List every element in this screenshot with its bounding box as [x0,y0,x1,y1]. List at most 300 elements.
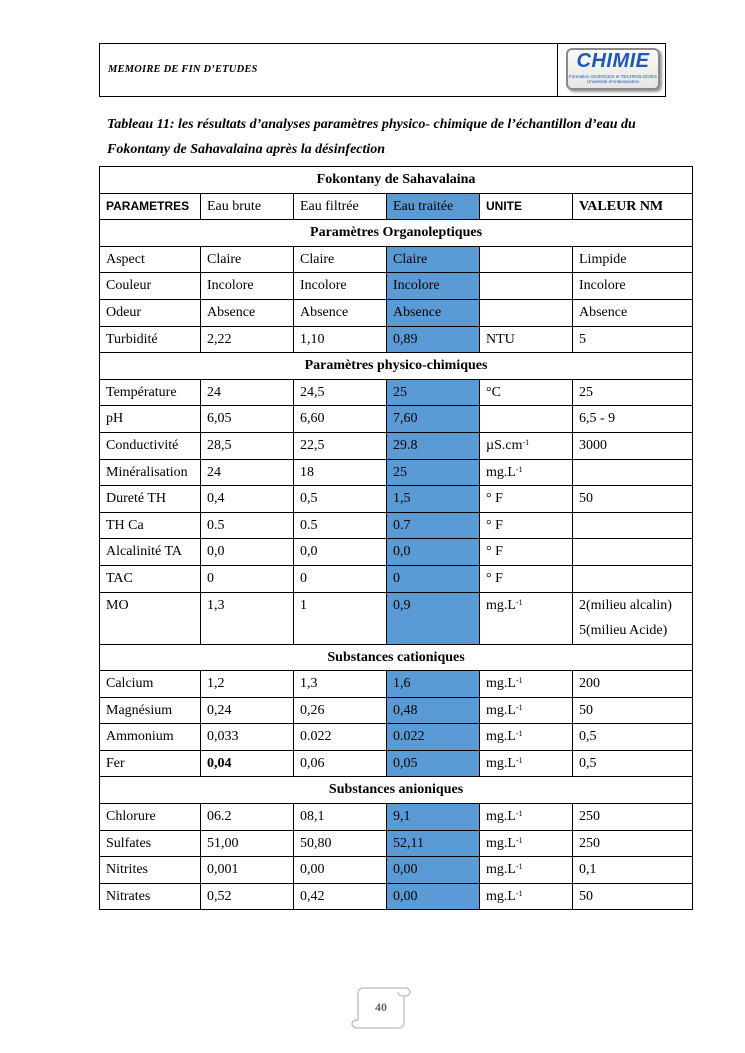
cell-eau-brute [201,273,294,300]
cell-valeur-nm [573,857,693,884]
cell-text: mg.L [486,702,516,718]
cell-eau-brute [201,486,294,513]
unit-exponent: -1 [515,676,523,686]
cell-eau-filtree [294,592,387,644]
page-number: 40 [375,1000,387,1014]
cell-valeur-nm [573,326,693,353]
cell-eau-traitee [387,326,480,353]
cell-eau-filtree [294,724,387,751]
cell-text: mg.L [486,729,516,745]
cell-text: 0,26 [300,702,325,718]
cell-eau-brute [201,406,294,433]
cell-text: 24 [207,384,221,400]
table-row-chlorure [100,804,693,831]
section-row-anion [100,777,693,804]
cell-eau-traitee [387,299,480,326]
cell-eau-brute [201,539,294,566]
cell-eau-filtree [294,565,387,592]
col-header-eau-filtree: Eau filtrée [294,193,387,220]
cell-unite [480,459,573,486]
cell-text: mg.L [486,676,516,692]
cell-text: 0.022 [300,729,332,745]
cell-parametre [100,883,201,910]
cell-text: 7,60 [393,411,418,427]
cell-text: 0 [393,570,400,586]
cell-valeur-nm [573,539,693,566]
cell-text: Absence [393,304,442,320]
cell-eau-traitee [387,830,480,857]
cell-text: Fer [106,755,125,771]
cell-text: Minéralisation [106,464,188,480]
cell-text: °C [486,384,501,400]
cell-text: Incolore [579,278,626,294]
cell-unite [480,326,573,353]
cell-eau-traitee [387,750,480,777]
cell-text: 1,6 [393,676,411,692]
cell-parametre [100,459,201,486]
cell-text: 0,9 [393,597,411,613]
cell-valeur-nm [573,459,693,486]
cell-text: 1,3 [207,597,225,613]
section-title: Paramètres physico-chimiques [100,353,693,380]
cell-eau-traitee [387,432,480,459]
logo-subtitle [568,74,658,84]
chimie-logo [557,43,665,97]
cell-eau-brute [201,697,294,724]
cell-text: mg.L [486,888,516,904]
cell-text: 0,48 [393,702,418,718]
cell-text: 2(milieu alcalin) [579,597,672,613]
table-row-turbidite [100,326,693,353]
cell-text: Ammonium [106,729,174,745]
cell-valeur-nm [573,379,693,406]
unit-exponent: -1 [515,755,523,765]
cell-eau-brute [201,299,294,326]
cell-valeur-nm [573,432,693,459]
cell-text: 0,52 [207,888,232,904]
results-table [99,166,693,910]
unit-exponent: -1 [515,835,523,845]
cell-text: Incolore [207,278,254,294]
cell-text: 200 [579,676,600,692]
cell-text: 25 [579,384,593,400]
unit-exponent: -1 [515,729,523,739]
cell-eau-filtree [294,299,387,326]
cell-text: 250 [579,835,600,851]
cell-parametre [100,750,201,777]
cell-unite [480,883,573,910]
cell-text: 0,5 [579,755,597,771]
cell-text: ° F [486,570,503,586]
cell-parametre [100,539,201,566]
col-header-eau-traitee: Eau traitée [387,193,480,220]
cell-unite [480,539,573,566]
cell-unite [480,432,573,459]
cell-valeur-nm [573,830,693,857]
cell-text: Limpide [579,251,627,267]
table-row-tac [100,565,693,592]
cell-text: 06.2 [207,809,232,825]
cell-text: mg.L [486,464,516,480]
cell-parametre [100,326,201,353]
cell-parametre [100,273,201,300]
table-row-durete [100,486,693,513]
page-number-scroll [348,986,414,1030]
cell-eau-traitee [387,592,480,644]
cell-unite [480,750,573,777]
table-row-calcium [100,671,693,698]
cell-eau-filtree [294,671,387,698]
cell-text: pH [106,411,124,427]
cell-unite [480,512,573,539]
cell-eau-traitee [387,486,480,513]
logo-badge [566,48,660,90]
cell-eau-traitee [387,857,480,884]
cell-text: 0,5 [300,491,318,507]
cell-eau-brute [201,804,294,831]
cell-text: 0 [300,570,307,586]
cell-text: Couleur [106,278,152,294]
cell-text: Conductivité [106,437,179,453]
cell-text: Absence [300,304,349,320]
cell-valeur-nm [573,273,693,300]
table-row-magnesium [100,697,693,724]
cell-text: 22,5 [300,437,325,453]
logo-line2: Université d'Antananarivo [586,79,640,84]
table-title-row [100,167,693,194]
cell-text: 52,11 [393,835,424,851]
cell-eau-traitee [387,512,480,539]
cell-unite [480,724,573,751]
cell-eau-brute [201,830,294,857]
cell-text: ° F [486,491,503,507]
cell-valeur-nm [573,592,693,644]
cell-eau-filtree [294,432,387,459]
cell-text: 250 [579,809,600,825]
cell-text: Incolore [393,278,440,294]
cell-text: Turbidité [106,331,158,347]
cell-text: 0,033 [207,729,239,745]
cell-text: 50 [579,702,593,718]
col-header-valeur-nm: VALEUR NM [573,193,693,220]
cell-text: Température [106,384,177,400]
cell-eau-filtree [294,539,387,566]
cell-eau-filtree [294,830,387,857]
cell-eau-filtree [294,804,387,831]
cell-parametre [100,857,201,884]
cell-text: TAC [106,570,133,586]
cell-eau-brute [201,750,294,777]
cell-unite [480,830,573,857]
cell-text: MO [106,597,129,613]
cell-text: 25 [393,384,407,400]
table-row-nitrites [100,857,693,884]
cell-text: 50,80 [300,835,332,851]
table-row-alcalinite [100,539,693,566]
table-caption: Tableau 11: les résultats d’analyses paramètres physico- chimique de l’échantillon d’eau du Fokontany de Sahavalaina après la désinfection [107,117,636,157]
cell-text: 18 [300,464,314,480]
cell-valeur-nm [573,299,693,326]
cell-parametre [100,830,201,857]
cell-parametre [100,512,201,539]
table-row-mo [100,592,693,644]
cell-text: Chlorure [106,809,156,825]
cell-text: 0,89 [393,331,418,347]
cell-text: 25 [393,464,407,480]
cell-text: 1 [300,597,307,613]
cell-text: Magnésium [106,702,173,718]
cell-parametre [100,486,201,513]
cell-eau-filtree [294,512,387,539]
page-header [99,43,666,97]
cell-eau-traitee [387,883,480,910]
cell-text-line2: 5(milieu Acide) [579,622,668,638]
unit-exponent: -1 [515,464,523,474]
cell-parametre [100,406,201,433]
cell-text: Odeur [106,304,141,320]
cell-text: 0,06 [300,755,325,771]
unit-exponent: -1 [515,809,523,819]
logo-word: CHIMIE [576,50,650,72]
cell-eau-brute [201,883,294,910]
table-row-mineralisation [100,459,693,486]
cell-text: 1,2 [207,676,225,692]
cell-unite [480,565,573,592]
section-title: Substances anioniques [100,777,693,804]
cell-text: NTU [486,331,515,347]
table-row-conductivite [100,432,693,459]
cell-eau-brute [201,724,294,751]
logo-line1: Formation SCIENCES et TECHNOLOGIES [568,74,658,79]
cell-text: Sulfates [106,835,152,851]
cell-text: 0,4 [207,491,225,507]
cell-text: Absence [579,304,628,320]
cell-text: 29.8 [393,437,418,453]
table-row-ammonium [100,724,693,751]
cell-unite [480,671,573,698]
cell-unite [480,804,573,831]
col-header-eau-brute: Eau brute [201,193,294,220]
cell-valeur-nm [573,671,693,698]
unit-exponent: -1 [515,597,523,607]
column-header-row [100,193,693,220]
cell-text: 0,00 [393,888,418,904]
table-row-sulfates [100,830,693,857]
cell-valeur-nm [573,883,693,910]
cell-text: 9,1 [393,809,411,825]
cell-text: 0,0 [300,544,318,560]
section-row-organo [100,220,693,247]
cell-text: 6,5 - 9 [579,411,616,427]
cell-valeur-nm [573,246,693,273]
table-row-nitrates [100,883,693,910]
cell-eau-brute [201,326,294,353]
cell-text: mg.L [486,597,516,613]
cell-eau-traitee [387,565,480,592]
cell-eau-traitee [387,406,480,433]
cell-eau-traitee [387,804,480,831]
cell-text: Claire [207,251,242,267]
cell-unite [480,697,573,724]
cell-unite [480,406,573,433]
cell-parametre [100,671,201,698]
cell-text: mg.L [486,809,516,825]
cell-eau-brute [201,512,294,539]
col-header-unite: UNITE [480,193,573,220]
cell-valeur-nm [573,406,693,433]
section-row-physchem [100,353,693,380]
table-row-aspect [100,246,693,273]
cell-text: 0,0 [393,544,411,560]
cell-parametre [100,379,201,406]
cell-eau-filtree [294,459,387,486]
cell-text: Nitrites [106,862,148,878]
cell-text: ° F [486,544,503,560]
cell-text: 24,5 [300,384,325,400]
cell-eau-brute [201,459,294,486]
cell-text: 0,1 [579,862,597,878]
cell-text: 0.7 [393,517,411,533]
cell-eau-filtree [294,379,387,406]
cell-eau-traitee [387,539,480,566]
table-row-odeur [100,299,693,326]
cell-text: Dureté TH [106,491,166,507]
cell-text: 50 [579,491,593,507]
cell-parametre [100,565,201,592]
cell-text: 24 [207,464,221,480]
cell-text: 1,10 [300,331,325,347]
cell-parametre [100,592,201,644]
cell-text: 0,5 [579,729,597,745]
cell-valeur-nm [573,512,693,539]
cell-eau-traitee [387,273,480,300]
cell-text: 3000 [579,437,607,453]
cell-eau-brute [201,592,294,644]
cell-text: 08,1 [300,809,325,825]
unit-exponent: -1 [515,888,523,898]
cell-unite [480,857,573,884]
cell-text: 0,0 [207,544,225,560]
cell-text: Nitrates [106,888,151,904]
section-title: Paramètres Organoleptiques [100,220,693,247]
cell-parametre [100,697,201,724]
cell-eau-filtree [294,326,387,353]
table-row-thca [100,512,693,539]
cell-text: Incolore [300,278,347,294]
cell-eau-traitee [387,724,480,751]
cell-eau-filtree [294,750,387,777]
cell-eau-filtree [294,406,387,433]
cell-unite [480,273,573,300]
cell-text: 0.5 [207,517,225,533]
cell-text: mg.L [486,755,516,771]
cell-eau-traitee [387,697,480,724]
cell-text: Claire [393,251,428,267]
table-title: Fokontany de Sahavalaina [100,167,693,194]
cell-valeur-nm [573,750,693,777]
cell-text: 1,3 [300,676,318,692]
cell-eau-brute [201,246,294,273]
cell-eau-brute [201,671,294,698]
cell-text: mg.L [486,862,516,878]
cell-eau-traitee [387,671,480,698]
cell-text: 2,22 [207,331,232,347]
cell-unite [480,486,573,513]
cell-text: TH Ca [106,517,144,533]
cell-text: Claire [300,251,335,267]
table-row-fer [100,750,693,777]
cell-unite [480,246,573,273]
cell-text: 6,60 [300,411,325,427]
cell-parametre [100,724,201,751]
cell-text: 6,05 [207,411,232,427]
table-row-temperature [100,379,693,406]
cell-parametre [100,432,201,459]
unit-exponent: -1 [522,437,530,447]
table-row-ph [100,406,693,433]
cell-parametre [100,246,201,273]
cell-text: 51,00 [207,835,239,851]
table-row-couleur [100,273,693,300]
cell-text: 0,04 [207,755,232,771]
cell-text: 0,05 [393,755,418,771]
cell-eau-filtree [294,246,387,273]
cell-text: 0 [207,570,214,586]
cell-text: 50 [579,888,593,904]
cell-text: 0,00 [300,862,325,878]
cell-text: 0.5 [300,517,318,533]
cell-text: ° F [486,517,503,533]
cell-text: Absence [207,304,256,320]
unit-exponent: -1 [515,862,523,872]
section-title: Substances cationiques [100,644,693,671]
col-header-parametres: PARAMETRES [100,193,201,220]
header-title: MEMOIRE DE FIN D’ETUDES [108,64,258,75]
cell-text: 0.022 [393,729,425,745]
cell-text: 0,24 [207,702,232,718]
cell-valeur-nm [573,486,693,513]
cell-eau-traitee [387,459,480,486]
cell-eau-brute [201,565,294,592]
cell-valeur-nm [573,724,693,751]
cell-valeur-nm [573,804,693,831]
unit-exponent: -1 [515,702,523,712]
cell-unite [480,299,573,326]
cell-text: 28,5 [207,437,232,453]
cell-text: 1,5 [393,491,411,507]
cell-eau-brute [201,432,294,459]
cell-text: µS.cm [486,437,523,453]
cell-text: 0,00 [393,862,418,878]
cell-eau-traitee [387,246,480,273]
cell-eau-filtree [294,883,387,910]
cell-eau-filtree [294,273,387,300]
cell-eau-traitee [387,379,480,406]
cell-text: 0,42 [300,888,325,904]
cell-text: Aspect [106,251,145,267]
cell-parametre [100,804,201,831]
cell-text: 0,001 [207,862,239,878]
cell-eau-brute [201,379,294,406]
cell-eau-brute [201,857,294,884]
cell-parametre [100,299,201,326]
cell-valeur-nm [573,565,693,592]
cell-text: 5 [579,331,586,347]
cell-eau-filtree [294,697,387,724]
section-row-cation [100,644,693,671]
cell-unite [480,592,573,644]
cell-eau-filtree [294,857,387,884]
